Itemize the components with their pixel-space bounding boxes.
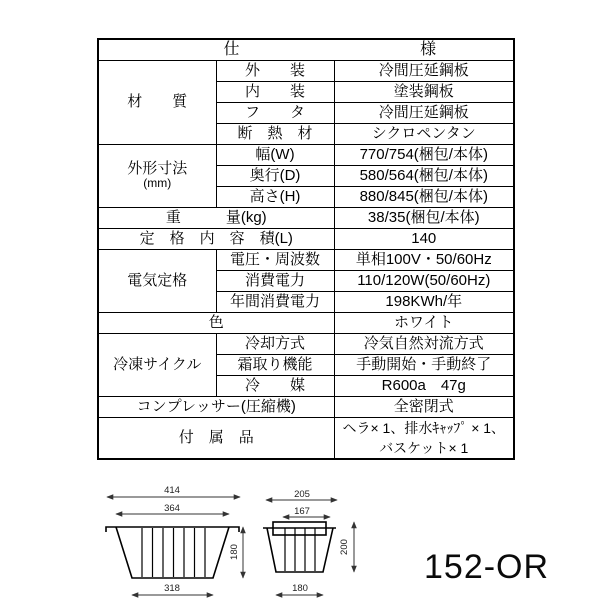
- material-lid-label: フ タ: [216, 102, 334, 123]
- capacity-value: 140: [334, 228, 514, 249]
- table-row: [98, 249, 514, 270]
- dimensions-label-text: 外形寸法: [127, 160, 188, 178]
- front-basket-rim-outline: [106, 527, 239, 532]
- side-height-dim: 200: [339, 539, 350, 555]
- voltage-frequency-value: 単相100V・50/60Hz: [334, 249, 514, 270]
- table-row: [98, 144, 514, 165]
- table-row: [98, 333, 514, 354]
- dimension-depth-value: 580/564(梱包/本体): [334, 165, 514, 186]
- dimensions-unit-text: (mm): [143, 176, 172, 191]
- material-exterior-value: 冷間圧延鋼板: [334, 60, 514, 81]
- side-opening-width-dim: 167: [294, 506, 310, 517]
- power-consumption-label: 消費電力: [216, 270, 334, 291]
- compressor-value: 全密閉式: [334, 396, 514, 417]
- defrost-function-value: 手動開始・手動終了: [334, 354, 514, 375]
- accessories-label: 付 属 品: [98, 417, 334, 459]
- cooling-method-value: 冷気自然対流方式: [334, 333, 514, 354]
- color-label: 色: [98, 312, 334, 333]
- annual-consumption-value: 198KWh/年: [334, 291, 514, 312]
- power-consumption-value: 110/120W(50/60Hz): [334, 270, 514, 291]
- compressor-label: コンプレッサー(圧縮機): [98, 396, 334, 417]
- dimension-height-value: 880/845(梱包/本体): [334, 186, 514, 207]
- title-char-yo: 様: [420, 40, 437, 58]
- cooling-method-label: 冷却方式: [216, 333, 334, 354]
- defrost-function-label: 霜取り機能: [216, 354, 334, 375]
- model-number: 152-OR: [424, 548, 550, 586]
- material-insulation-label: 断 熱 材: [216, 123, 334, 144]
- table-row: [98, 312, 514, 333]
- spec-table-title: [98, 39, 514, 60]
- dimension-width-value: 770/754(梱包/本体): [334, 144, 514, 165]
- front-opening-width-dim: 364: [164, 503, 180, 514]
- accessories-line-1: ヘラ× 1、排水ｷｬｯﾌﾟ × 1、: [342, 419, 506, 436]
- dimensions-group-label: [98, 144, 216, 207]
- refrigerant-label: 冷 媒: [216, 375, 334, 396]
- front-basket-drawing: [100, 481, 252, 608]
- capacity-label: 定 格 内 容 積(L): [98, 228, 334, 249]
- dimension-height-label: 高さ(H): [216, 186, 334, 207]
- spec-table: [97, 38, 515, 460]
- accessories-value: [334, 417, 514, 459]
- table-row: [98, 396, 514, 417]
- weight-value: 38/35(梱包/本体): [334, 207, 514, 228]
- table-row: [98, 417, 514, 459]
- material-interior-label: 内 装: [216, 81, 334, 102]
- front-overall-width-dim: 414: [164, 485, 180, 496]
- dimension-depth-label: 奥行(D): [216, 165, 334, 186]
- material-lid-value: 冷間圧延鋼板: [334, 102, 514, 123]
- table-row: [98, 207, 514, 228]
- material-insulation-value: シクロペンタン: [334, 123, 514, 144]
- electrical-group-label: 電気定格: [98, 249, 216, 312]
- front-basket-wires: [142, 528, 205, 577]
- refrigeration-group-label: 冷凍サイクル: [98, 333, 216, 396]
- material-interior-value: 塗装鋼板: [334, 81, 514, 102]
- side-bottom-width-dim: 180: [292, 583, 308, 594]
- title-char-shi: 仕: [223, 40, 240, 58]
- table-row: [98, 60, 514, 81]
- front-height-dim: 180: [229, 544, 240, 560]
- voltage-frequency-label: 電圧・周波数: [216, 249, 334, 270]
- dimension-width-label: 幅(W): [216, 144, 334, 165]
- table-header-row: [98, 39, 514, 60]
- material-exterior-label: 外 装: [216, 60, 334, 81]
- side-overall-width-dim: 205: [294, 489, 310, 500]
- weight-label: 重 量(kg): [98, 207, 334, 228]
- annual-consumption-label: 年間消費電力: [216, 291, 334, 312]
- front-basket-body-outline: [116, 527, 229, 578]
- table-row: [98, 228, 514, 249]
- accessories-line-2: バスケット× 1: [379, 439, 469, 456]
- front-bottom-width-dim: 318: [164, 583, 180, 594]
- material-group-label: 材 質: [98, 60, 216, 144]
- side-basket-drawing: [258, 481, 366, 608]
- color-value: ホワイト: [334, 312, 514, 333]
- refrigerant-value: R600a 47g: [334, 375, 514, 396]
